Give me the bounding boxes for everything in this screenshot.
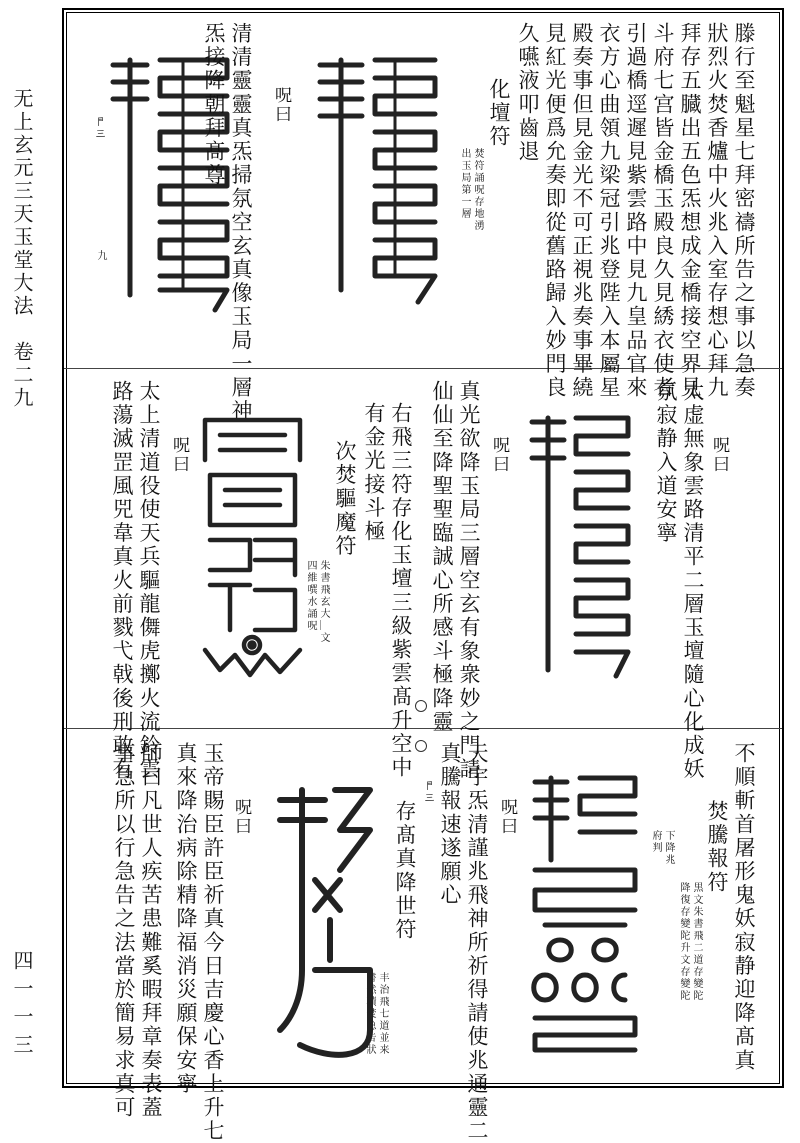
talisman-note: 黒文朱書飛二道存變陀 xyxy=(691,882,702,1002)
talisman-note: 府判 xyxy=(650,830,661,854)
talisman-title: 焚騰報符 xyxy=(705,800,729,895)
sigil-note: 九 xyxy=(95,250,106,262)
incantation-label: 呪曰 xyxy=(709,436,729,474)
talisman-title: 次焚驅魔符 xyxy=(333,440,357,558)
talisman-sigil xyxy=(520,400,640,690)
text-column: 有金光接斗極 xyxy=(362,402,386,544)
book-title: 无上玄元三天玉堂大法 卷二九 xyxy=(10,88,34,410)
talisman-note: 降復存變陀升文存變陀 xyxy=(678,882,689,1002)
text-column: 拜存五臓出五色炁想成金橋接空界見 xyxy=(678,22,702,400)
text-column: 見紅光便爲允奏即從舊路歸入妙門良 xyxy=(543,22,567,400)
text-column: 玉帝賜臣許臣祈真今日吉慶心香上升七 xyxy=(201,742,225,1143)
incantation-label: 呪曰 xyxy=(231,798,251,836)
talisman-title: 存髙真降世符 xyxy=(393,800,417,942)
talisman-title: 化壇符 xyxy=(487,78,511,149)
text-column: 斗府七宫皆金橋玉殿良久見綉衣使者 xyxy=(651,22,675,400)
talisman-note: 丰治飛七道並来 xyxy=(377,972,388,1056)
text-column: 久嚥液叩齒退 xyxy=(516,22,540,164)
text-column: 引過橋逕遲見紫雲路中見九皇品官來 xyxy=(624,22,648,400)
talisman-note: 焚符誦呪存地湧 xyxy=(472,148,483,232)
text-column: 氛寂静入道安寧 xyxy=(654,380,678,546)
talisman-note: 出玉局第一層 xyxy=(459,148,470,220)
text-column: 事急所以行急告之法當於簡易求真可 xyxy=(112,742,136,1120)
text-column: 仙仙至降聖聖臨誠心所感斗極降靈 xyxy=(430,380,454,734)
text-column: 真來降治病除精降福消災願保安寧 xyxy=(174,742,198,1096)
text-column: 師曰凡世人疾苦患難奚暇拜章奏表蓋 xyxy=(139,742,163,1120)
talisman-note: 朱書飛玄大＿文 xyxy=(318,560,329,644)
text-column: 狀烈火焚香爐中火兆入室存想心拜九 xyxy=(705,22,729,400)
sigil-note: 𠁣三 xyxy=(424,780,435,804)
binding-hole xyxy=(415,740,427,752)
text-column: 炁接降朝拜髙尊 xyxy=(202,22,226,188)
talisman-sigil xyxy=(270,770,380,1070)
incantation-label: 呪曰 xyxy=(169,436,189,474)
talisman-sigil xyxy=(300,40,450,320)
page-number: 四一一三 xyxy=(10,950,34,1062)
panel-divider xyxy=(64,728,782,729)
talisman-note: 四維噀水誦呪 xyxy=(305,560,316,632)
talisman-note: 下降兆 xyxy=(663,830,674,866)
text-column: 太虚無象雲路清平二層玉壇隨心化成妖 xyxy=(681,380,705,782)
text-column: 衣方心曲領九梁冠引兆登陛入本屬星 xyxy=(597,22,621,400)
incantation-label: 呪曰 xyxy=(271,86,291,124)
text-column: 清清靈靈真炁掃氛空玄真像玉局一層神 xyxy=(229,22,253,424)
talisman-sigil xyxy=(525,760,645,1060)
text-column: 天宇炁清謹兆飛神所祈得請使兆通靈二 xyxy=(465,742,489,1143)
text-column: 右飛三符存化玉壇三級紫雲髙升空中 xyxy=(389,402,413,780)
text-column: 不順斬首屠形鬼妖寂静迎降髙真 xyxy=(732,742,756,1073)
sigil-note: 𠁣三 xyxy=(95,116,106,140)
text-column: 殿奏事但見金光不可正視兆奏事畢繞 xyxy=(570,22,594,400)
binding-hole xyxy=(415,700,427,712)
talisman-sigil xyxy=(195,400,310,690)
text-column: 滕行至魁星七拜密禱所告之事以急奏 xyxy=(732,22,756,400)
text-column: 真光欲降玉局三層空玄有象衆妙之門請 xyxy=(457,380,481,782)
text-column: 太上清道役使天兵驅龍儛虎擲火流鈴雲 xyxy=(137,380,161,782)
text-column: 真騰報速遂願心 xyxy=(438,742,462,908)
text-column: 路蕩滅罡風兕韋真火前戮弋戟後刑敢有 xyxy=(110,380,134,782)
incantation-label: 呪曰 xyxy=(497,798,517,836)
talisman-note: 書然積焚急告狀 xyxy=(364,972,375,1056)
incantation-label: 呪曰 xyxy=(489,436,509,474)
